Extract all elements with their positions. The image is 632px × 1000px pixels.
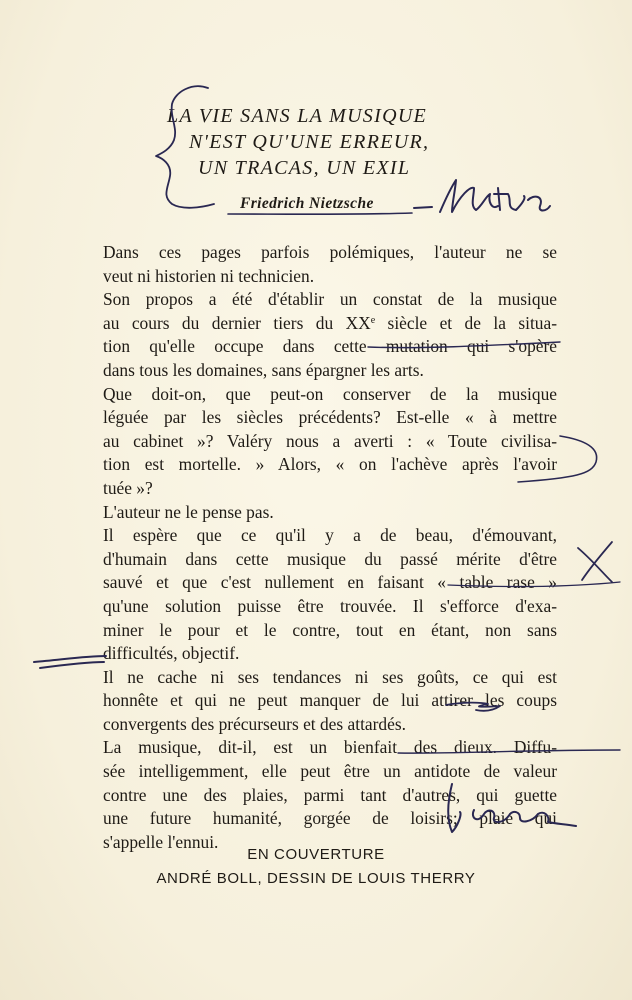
text-line: sauvé et que c'est nullement en faisant « table rase » — [103, 572, 557, 593]
text-line: une future humanité, gorgée de loisirs; plaie qui — [103, 808, 557, 829]
text-line: au cours du dernier tiers du XXe siècle et de la situa- — [103, 312, 557, 333]
author-underline — [228, 213, 412, 214]
text-line: difficultés, objectif. — [103, 643, 240, 664]
text-line: Dans ces pages parfois polémiques, l'auteur ne se — [103, 242, 557, 262]
text-line: Son propos a été d'établir un constat de la musique — [103, 289, 557, 310]
epigraph-line: LA VIE SANS LA MUSIQUE — [167, 105, 428, 127]
text-line: miner le pour et le contre, tout en étant, non sans — [103, 619, 557, 640]
text-line: tuée »? — [103, 477, 153, 498]
nietzsche-signature — [440, 180, 550, 212]
epigraph-line: N'EST QU'UNE ERREUR, — [189, 131, 430, 153]
text-line: Que doit-on, que peut-on conserver de la musique — [103, 383, 557, 404]
text-line: L'auteur ne le pense pas. — [103, 501, 274, 522]
text-line: tion qu'elle occupe dans cette mutation qui s'opère — [103, 336, 557, 357]
text-line: léguée par les siècles précédents? Est-elle « à mettre — [103, 407, 557, 428]
epigraph-author: Friedrich Nietzsche — [240, 195, 374, 212]
footer-caption: EN COUVERTURE — [247, 846, 385, 863]
text-line: sée intelligemment, elle peut être un antidote de valeur — [103, 761, 557, 782]
arrow-mark — [34, 656, 106, 668]
text-line: s'appelle l'ennui. — [103, 831, 219, 852]
text-line: tion est mortelle. » Alors, « on l'achève après l'avoir — [103, 454, 557, 475]
footer-credit: ANDRÉ BOLL, DESSIN DE LOUIS THERRY — [156, 870, 476, 887]
text-line: dans tous les domaines, sans épargner les arts. — [103, 359, 424, 380]
text-line: veut ni historien ni technicien. — [103, 265, 315, 286]
signature-dash — [414, 207, 432, 208]
text-line: Il espère que ce qu'il y a de beau, d'émouvant, — [103, 525, 557, 546]
text-line: au cabinet »? Valéry nous a averti : « Toute civilisa- — [103, 430, 557, 451]
cross-mark — [578, 542, 612, 582]
text-line: convergents des précurseurs et des attardés. — [103, 713, 406, 734]
text-line: Il ne cache ni ses tendances ni ses goûts, ce qui est — [103, 666, 557, 687]
epigraph-line: UN TRACAS, UN EXIL — [198, 157, 411, 179]
text-line: honnête et qui ne peut manquer de lui attirer les coups — [103, 690, 557, 711]
text-line: La musique, dit-il, est un bienfait des dieux. Diffu- — [103, 737, 557, 758]
text-line: qu'une solution puisse être trouvée. Il s'efforce d'exa- — [103, 595, 557, 616]
body-text — [103, 241, 557, 854]
text-line: d'humain dans cette musique du passé mérite d'être — [103, 548, 557, 569]
text-line: contre une des plaies, parmi tant d'autres, qui guette — [103, 784, 557, 805]
